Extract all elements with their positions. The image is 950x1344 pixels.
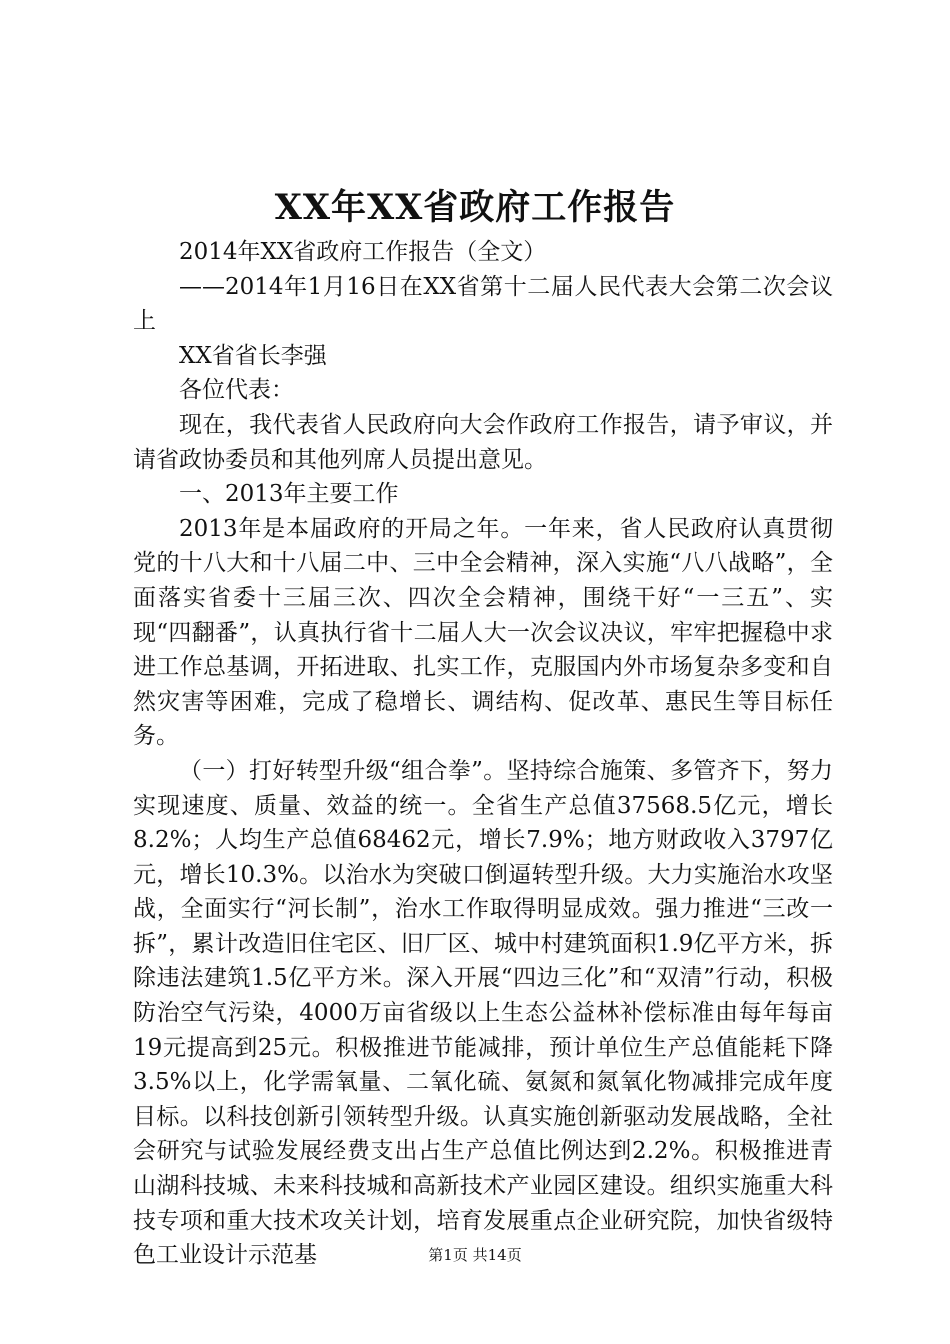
document-title: XX年XX省政府工作报告 [274, 187, 676, 228]
speaker-line: XX省省长李强 [179, 342, 327, 369]
page-number: 第1页 共14页 [428, 1246, 522, 1264]
intro-paragraph: 现在，我代表省人民政府向大会作政府工作报告，请予审议，并请省政协委员和其他列席人员提出意见。 [133, 411, 833, 473]
body-paragraph: 2013年是本届政府的开局之年。一年来，省人民政府认真贯彻党的十八大和十八届二中、三中全会精神，深入实施“八八战略”，全面落实省委十三届三次、四次全会精神，围绕干好“一三五”、实现“四翻番”，认真执行省十二届人大一次会议决议，牢牢把握稳中求进工作总基调，开拓进取、扎实工作，克服国内外市场复杂多变和自然灾害等困难，完成了稳增长、调结构、促改革、惠民生等目标任务。 [133, 515, 833, 750]
section-heading: 一、2013年主要工作 [179, 481, 399, 508]
meeting-line: ——2014年1月16日在XX省第十二届人民代表大会第二次会议上 [133, 273, 833, 335]
body-paragraph: （一）打好转型升级“组合拳”。坚持综合施策、多管齐下，努力实现速度、质量、效益的统一。全省生产总值37568.5亿元，增长8.2%；人均生产总值68462元，增长7.9%；地方财政收入3797亿元，增长10.3%。以治水为突破口倒逼转型升级。大力实施治水攻坚战，全面实行“河长制”，治水工作取得明显成效。强力推进“三改一拆”，累计改造旧住宅区、旧厂区、城中村建筑面积1.9亿平方米，拆除违法建筑1.5亿平方米。深入开展“四边三化”和“双清”行动，积极防治空气污染，4000万亩省级以上生态公益林补偿标准由每年每亩19元提高到25元。积极推进节能减排，预计单位生产总值能耗下降3.5%以上，化学需氧量、二氧化硫、氨氮和氮氧化物减排完成年度目标。以科技创新引领转型升级。认真实施创新驱动发展战略，全社会研究与试验发展经费支出占生产总值比例达到2.2%。积极推进青山湖科技城、未来科技城和高新技术产业园区建设。组织实施重大科技专项和重大技术攻关计划，培育发展重点企业研究院，加快省级特色工业设计示范基 [133, 757, 833, 1269]
document-body [133, 235, 833, 1273]
report-subtitle: 2014年XX省政府工作报告（全文） [179, 239, 547, 265]
salutation: 各位代表： [179, 377, 294, 404]
